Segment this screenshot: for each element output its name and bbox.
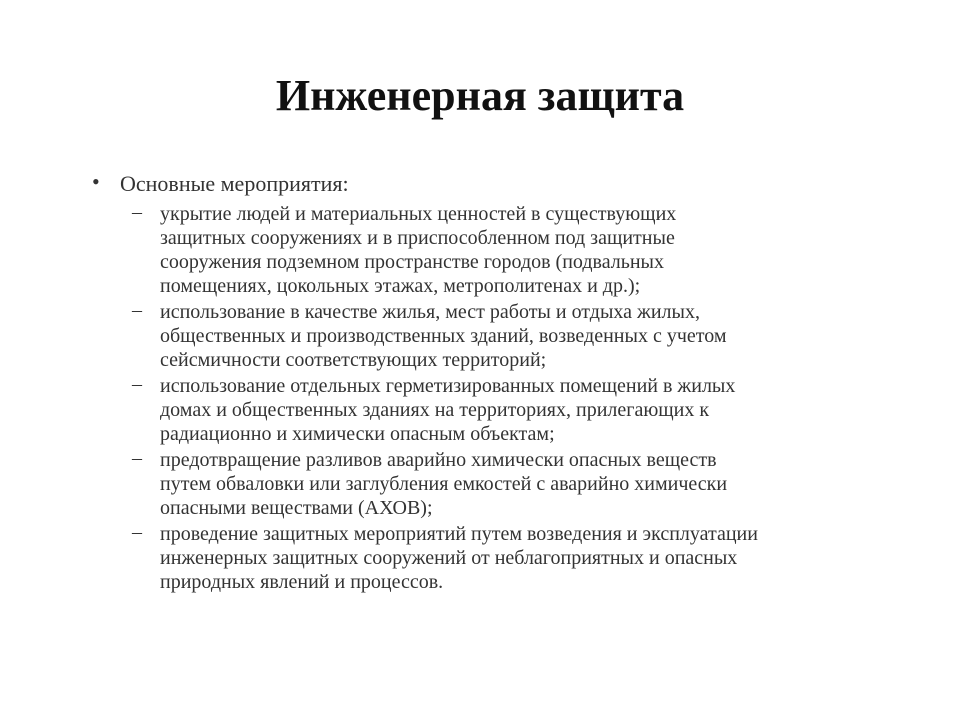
sub-item-line: опасными веществами (АХОВ); <box>160 497 433 519</box>
dash-icon: – <box>132 299 142 321</box>
sub-item-line: общественных и производственных зданий, возведенных с учетом <box>160 325 727 347</box>
sub-item-line: предотвращение разливов аварийно химически опасных веществ <box>160 449 717 471</box>
dash-icon: – <box>132 521 142 543</box>
sub-item-line: использование в качестве жилья, мест работы и отдыха жилых, <box>160 301 700 323</box>
dash-icon: – <box>132 447 142 469</box>
sub-item-line: защитных сооружениях и в приспособленном под защитные <box>160 227 675 249</box>
sub-item-line: помещениях, цокольных этажах, метрополитенах и др.); <box>160 275 641 297</box>
slide-title: Инженерная защита <box>275 71 685 120</box>
main-bullet-label: Основные мероприятия: <box>120 171 349 196</box>
sub-item-line: укрытие людей и материальных ценностей в существующих <box>160 203 677 225</box>
sub-item-text <box>160 448 900 520</box>
sub-item-text <box>160 374 900 446</box>
sub-item-line: путем обваловки или заглубления емкостей с аварийно химически <box>160 473 728 495</box>
sub-item-line: использование отдельных герметизированных помещений в жилых <box>160 375 736 397</box>
bullet-icon: • <box>92 169 100 194</box>
sub-item-line: инженерных защитных сооружений от неблагоприятных и опасных <box>160 547 738 569</box>
sub-list-item <box>132 374 912 446</box>
main-bullet-item <box>92 170 912 198</box>
sub-item-line: радиационно и химически опасным объектам; <box>160 423 555 445</box>
slide-content <box>92 170 912 596</box>
sub-item-line: природных явлений и процессов. <box>160 571 444 593</box>
sub-list-item <box>132 522 912 594</box>
dash-icon: – <box>132 373 142 395</box>
sub-item-line: домах и общественных зданиях на территориях, прилегающих к <box>160 399 710 421</box>
sub-item-text <box>160 202 900 298</box>
dash-icon: – <box>132 201 142 223</box>
sub-item-line: сооружения подземном пространстве городов (подвальных <box>160 251 664 273</box>
sub-item-line: проведение защитных мероприятий путем возведения и эксплуатации <box>160 523 758 545</box>
sub-list-item <box>132 202 912 298</box>
sub-list-item <box>132 448 912 520</box>
sub-list <box>132 202 912 594</box>
sub-item-line: сейсмичности соответствующих территорий; <box>160 349 547 371</box>
sub-item-text <box>160 300 900 372</box>
sub-item-text <box>160 522 900 594</box>
sub-list-item <box>132 300 912 372</box>
